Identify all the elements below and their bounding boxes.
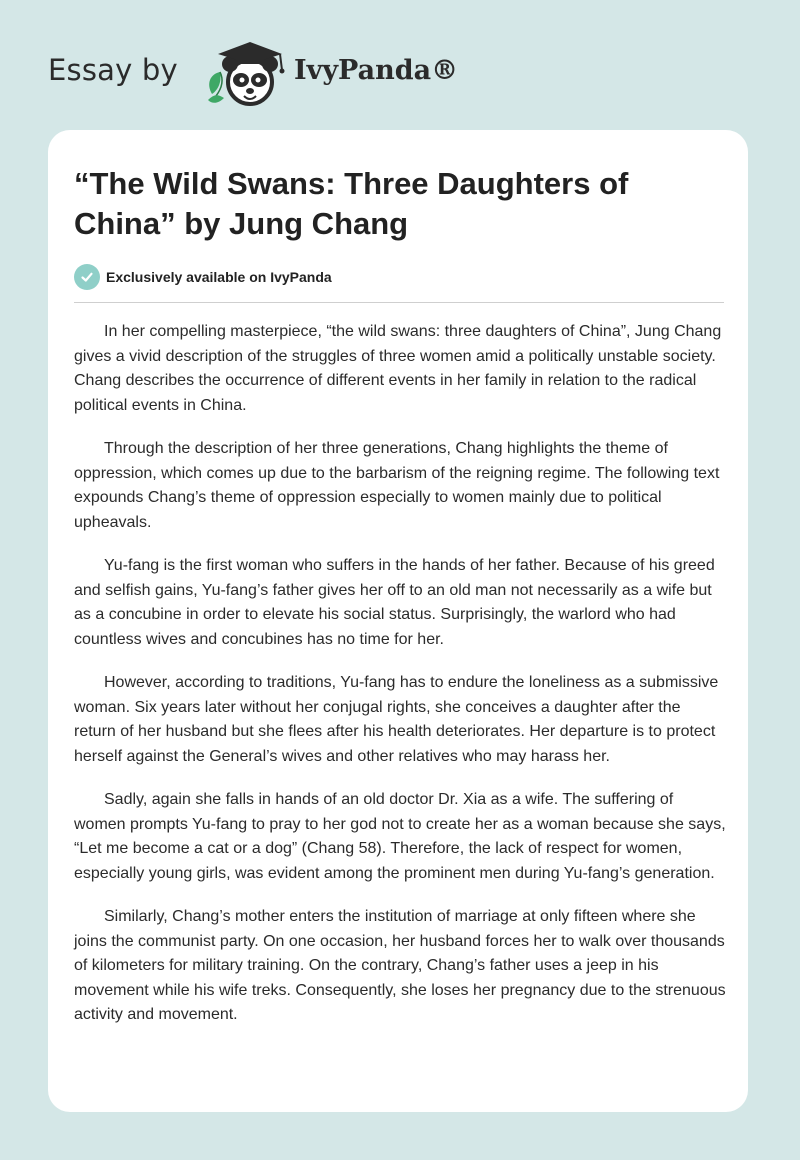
paragraph: Yu-fang is the first woman who suffers in the hands of her father. Because of his greed and selfish gains, Yu-fang’s father gives her off to an old man not necessarily as a wife but as a concubine in order to elevate his social status. Surprisingly, the warlord who had countless wives and concubines has no time for her. xyxy=(74,557,715,648)
essay-by-label: Essay by xyxy=(48,53,178,87)
divider xyxy=(74,302,724,303)
paragraph: Similarly, Chang’s mother enters the institution of marriage at only fifteen where she joins the communist party. On one occasion, her husband forces her to walk over thousands of kilometers for military training. On the contrary, Chang’s father uses a jeep in his movement while his wife treks. Consequently, she loses her pregnancy due to the strenuous activity and movement. xyxy=(74,908,726,1023)
paragraph: Sadly, again she falls in hands of an old doctor Dr. Xia as a wife. The suffering of women prompts Yu-fang to pray to her god not to create her as a woman because she says, “Let me become a cat or a dog” (Chang 58). Therefore, the lack of respect for women, especially young girls, was evident among the prominent men during Yu-fang’s generation. xyxy=(74,791,726,882)
paragraph: However, according to traditions, Yu-fang has to endure the loneliness as a submissive woman. Six years later without her conjugal rights, she conceives a daughter after the return of her husband but she flees after his health deteriorates. Her departure is to protect herself against the General’s wives and other relatives who may harass her. xyxy=(74,674,719,765)
paragraph: Through the description of her three generations, Chang highlights the theme of oppression, which comes up due to the barbarism of the reigning regime. The following text expounds Chang’s theme of oppression especially to women mainly due to political upheavals. xyxy=(74,440,720,531)
essay-card xyxy=(48,130,748,1112)
paragraph: In her compelling masterpiece, “the wild swans: three daughters of China”, Jung Chang gives a vivid description of the struggles of three women amid a politically unstable society. Chang describes the occurrence of different events in her family in relation to the radical political events in China. xyxy=(74,323,722,414)
site-header xyxy=(48,36,508,108)
essay-body xyxy=(74,320,726,1047)
page-title: “The Wild Swans: Three Daughters of China” by Jung Chang xyxy=(74,166,629,241)
exclusive-label: Exclusively available on IvyPanda xyxy=(106,269,332,285)
check-icon xyxy=(74,264,100,290)
ivypanda-brand[interactable]: IvyPanda® xyxy=(294,55,459,86)
exclusive-badge xyxy=(74,264,332,290)
panda-graduate-icon[interactable] xyxy=(202,36,292,108)
